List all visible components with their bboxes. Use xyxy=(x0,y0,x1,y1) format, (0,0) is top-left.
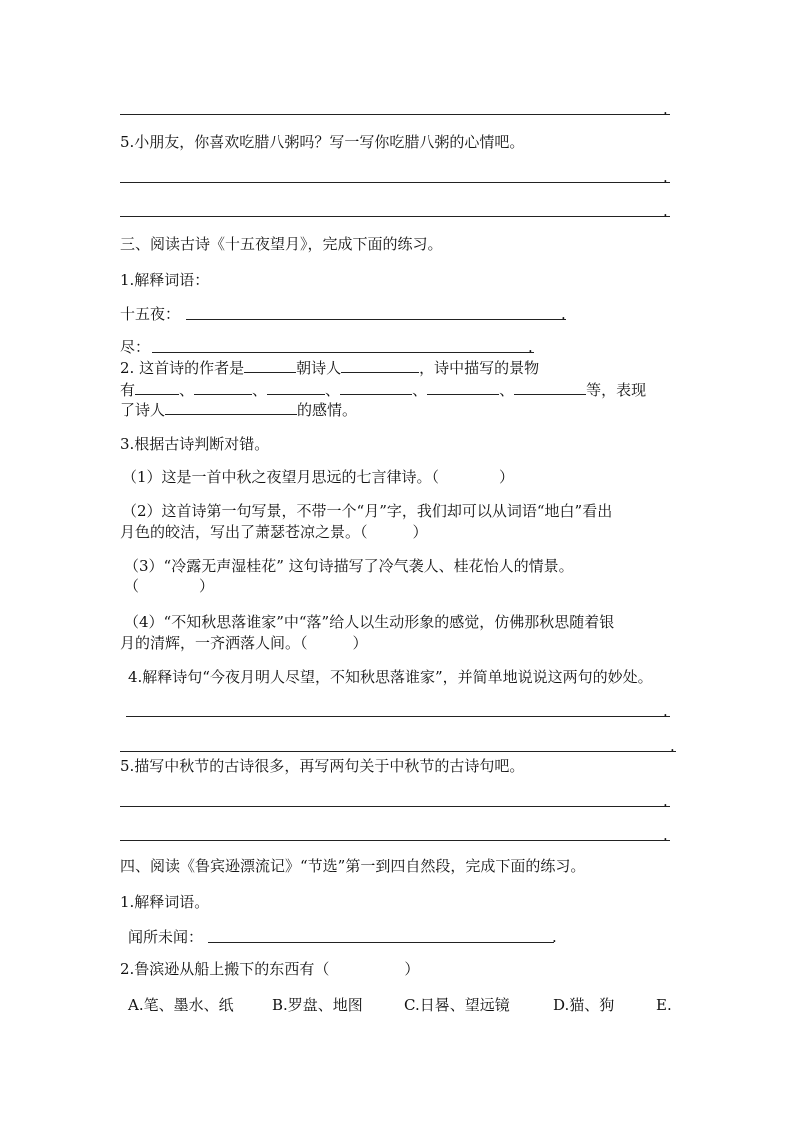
s3-q5-prompt: 5.描写中秋节的古诗很多，再写两句关于中秋节的古诗句吧。 xyxy=(120,757,525,775)
s3-q2-text-b: 朝诗人 xyxy=(296,359,342,377)
scenery-blank-3[interactable] xyxy=(267,379,325,395)
term1-answer-line[interactable] xyxy=(186,319,566,320)
s4-q2-option-d[interactable]: D.猫、狗 xyxy=(553,996,615,1014)
answer-line[interactable] xyxy=(120,840,670,841)
separator: 、 xyxy=(325,381,341,399)
s3-q2-text-f: 了诗人 xyxy=(120,401,166,419)
separator: 、 xyxy=(252,381,268,399)
line-period: . xyxy=(663,826,668,844)
s3-q2-text-c: ，诗中描写的景物 xyxy=(419,359,540,377)
s3-q2-line2 xyxy=(120,379,646,400)
s3-q2-text-g: 的感情。 xyxy=(297,401,358,419)
line-period: . xyxy=(552,928,557,946)
scenery-blank-1[interactable] xyxy=(135,379,179,395)
s3-q2-line3 xyxy=(120,399,357,420)
separator: 、 xyxy=(179,381,195,399)
separator: 、 xyxy=(412,381,428,399)
s3-q1-label: 1.解释词语： xyxy=(120,271,210,289)
scenery-blank-2[interactable] xyxy=(194,379,252,395)
answer-line[interactable] xyxy=(120,114,670,115)
line-period: . xyxy=(663,792,668,810)
question-5-prompt: 5.小朋友，你喜欢吃腊八粥吗？写一写你吃腊八粥的心情吧。 xyxy=(120,133,525,151)
answer-line[interactable] xyxy=(120,751,676,752)
answer-line[interactable] xyxy=(120,182,670,183)
s4-q2-option-e[interactable]: E. xyxy=(656,996,672,1014)
s4-q2-option-b[interactable]: B.罗盘、地图 xyxy=(272,996,363,1014)
s3-q3-item3-line2: （ ） xyxy=(124,577,215,595)
scenery-blank-5[interactable] xyxy=(427,379,499,395)
section-3-heading: 三、阅读古诗《十五夜望月》，完成下面的练习。 xyxy=(120,235,443,253)
answer-line[interactable] xyxy=(120,216,670,217)
poet-blank[interactable] xyxy=(341,357,419,373)
answer-line[interactable] xyxy=(126,716,670,717)
s3-q3-item3-line1: （3）“冷露无声湿桂花” 这句诗描写了冷气袭人、桂花怡人的情景。 xyxy=(124,557,574,575)
s4-q1-term: 闻所未闻： xyxy=(128,928,204,946)
scenery-blank-4[interactable] xyxy=(340,379,412,395)
s3-q4-prompt: 4.解释诗句“今夜月明人尽望，不知秋思落谁家”，并简单地说说这两句的妙处。 xyxy=(128,668,653,686)
term2-answer-line[interactable] xyxy=(152,352,534,353)
s3-q2-text-a: 2. 这首诗的作者是 xyxy=(120,359,245,377)
s3-q2-text-d: 有 xyxy=(120,381,136,399)
s3-q3-item4-line1: （4）“不知秋思落谁家”中“落”给人以生动形象的感觉，仿佛那秋思随着银 xyxy=(124,613,615,631)
section-4-heading: 四、阅读《鲁宾逊漂流记》“节选”第一到四自然段，完成下面的练习。 xyxy=(120,857,586,875)
term-answer-line[interactable] xyxy=(208,942,554,943)
line-period: . xyxy=(663,100,668,118)
s3-q3-item1: （1）这是一首中秋之夜望月思远的七言律诗。（ ） xyxy=(122,468,515,486)
s3-q3-label: 3.根据古诗判断对错。 xyxy=(120,435,270,453)
s4-q2-option-c[interactable]: C.日晷、望远镜 xyxy=(404,996,510,1014)
line-period: . xyxy=(670,737,675,755)
s3-q3-item2-line1: （2）这首诗第一句写景，不带一个“月”字，我们却可以从词语“地白”看出 xyxy=(122,502,613,520)
feeling-blank[interactable] xyxy=(165,399,297,415)
line-period: . xyxy=(663,702,668,720)
answer-line[interactable] xyxy=(120,806,670,807)
s4-q2-prompt: 2.鲁滨逊从船上搬下的东西有（ ） xyxy=(120,960,420,978)
s4-q2-option-a[interactable]: A.笔、墨水、纸 xyxy=(128,996,234,1014)
line-period: . xyxy=(528,338,533,356)
s4-q1-label: 1.解释词语。 xyxy=(120,893,210,911)
dynasty-blank[interactable] xyxy=(244,357,296,373)
s3-q2-line1 xyxy=(120,357,539,378)
s3-q1-term2: 尽： xyxy=(120,338,151,356)
separator: 、 xyxy=(499,381,515,399)
s3-q2-text-e: 等，表现 xyxy=(586,381,647,399)
s3-q1-term1: 十五夜： xyxy=(120,305,181,323)
line-period: . xyxy=(663,202,668,220)
scenery-blank-6[interactable] xyxy=(514,379,586,395)
s3-q3-item2-line2: 月色的皎洁，写出了萧瑟苍凉之景。（ ） xyxy=(120,523,428,541)
line-period: . xyxy=(663,168,668,186)
line-period: . xyxy=(561,305,566,323)
s3-q3-item4-line2: 月的清辉，一齐洒落人间。（ ） xyxy=(120,634,368,652)
